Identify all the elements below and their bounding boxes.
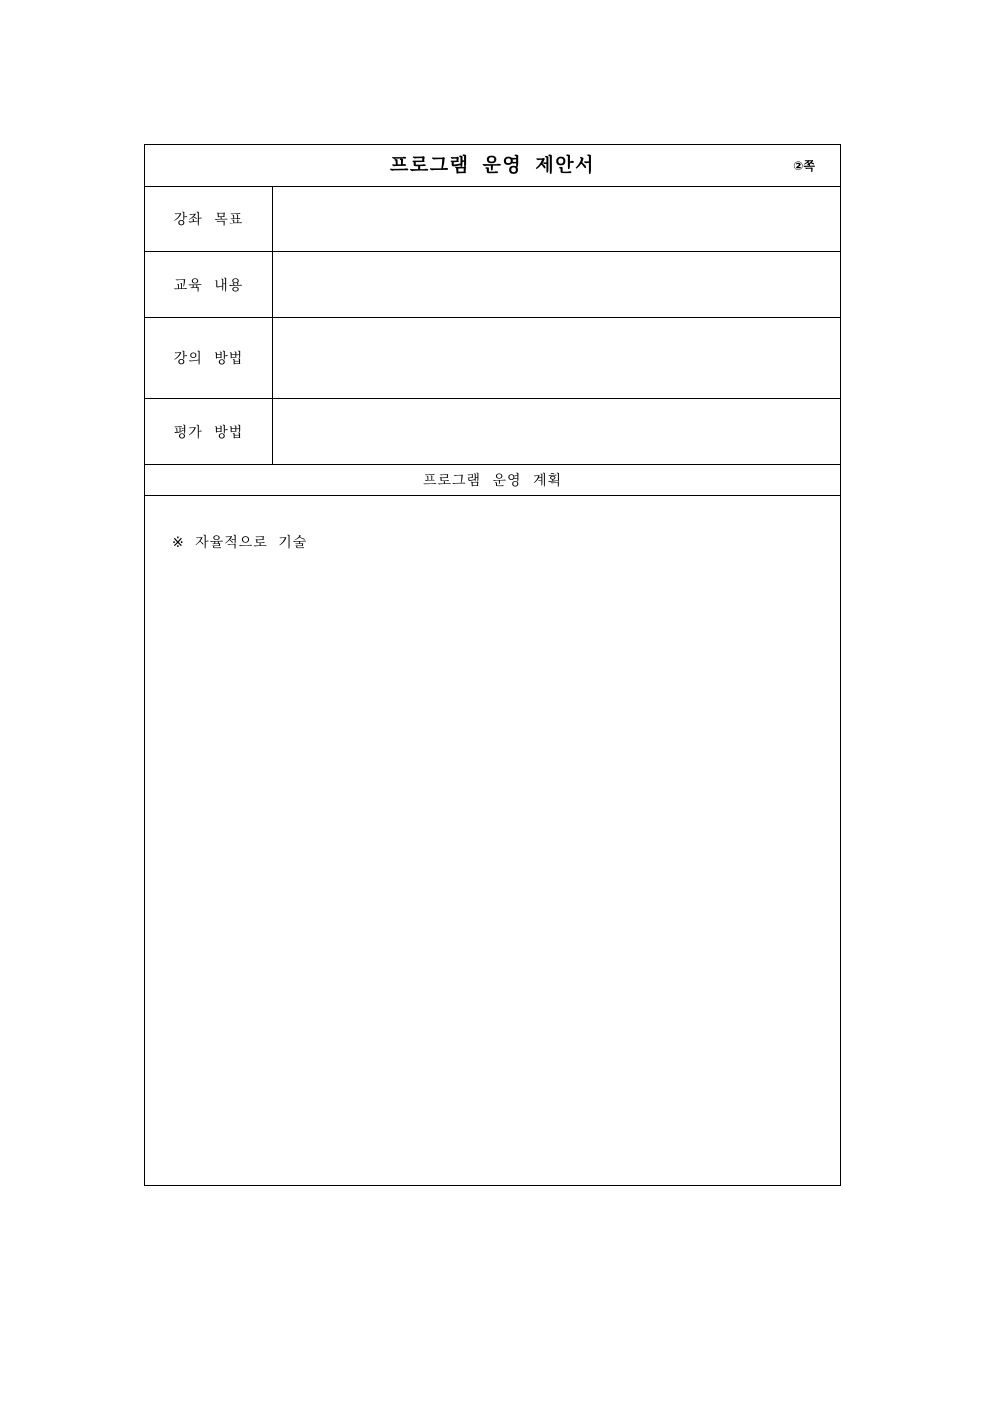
page-mark: ②쪽 (793, 159, 815, 173)
field-row-education-content (145, 252, 840, 318)
field-label: 평가 방법 (145, 399, 273, 464)
plan-section-header (145, 465, 840, 496)
plan-note: ※ 자율적으로 기술 (172, 535, 308, 551)
field-value-education-content[interactable] (273, 252, 840, 317)
field-label: 강의 방법 (145, 318, 273, 398)
field-label: 강좌 목표 (145, 187, 273, 251)
form-title-row (145, 145, 840, 187)
field-value-evaluation-method[interactable] (273, 399, 840, 464)
field-row-evaluation-method (145, 399, 840, 465)
field-value-course-goal[interactable] (273, 187, 840, 251)
plan-content-area[interactable] (145, 496, 840, 1185)
field-label: 교육 내용 (145, 252, 273, 317)
field-row-lecture-method (145, 318, 840, 399)
proposal-form (144, 144, 841, 1186)
field-row-course-goal (145, 187, 840, 252)
plan-section-title: 프로그램 운영 계획 (422, 473, 563, 489)
field-value-lecture-method[interactable] (273, 318, 840, 398)
form-title: 프로그램 운영 제안서 (390, 154, 595, 176)
